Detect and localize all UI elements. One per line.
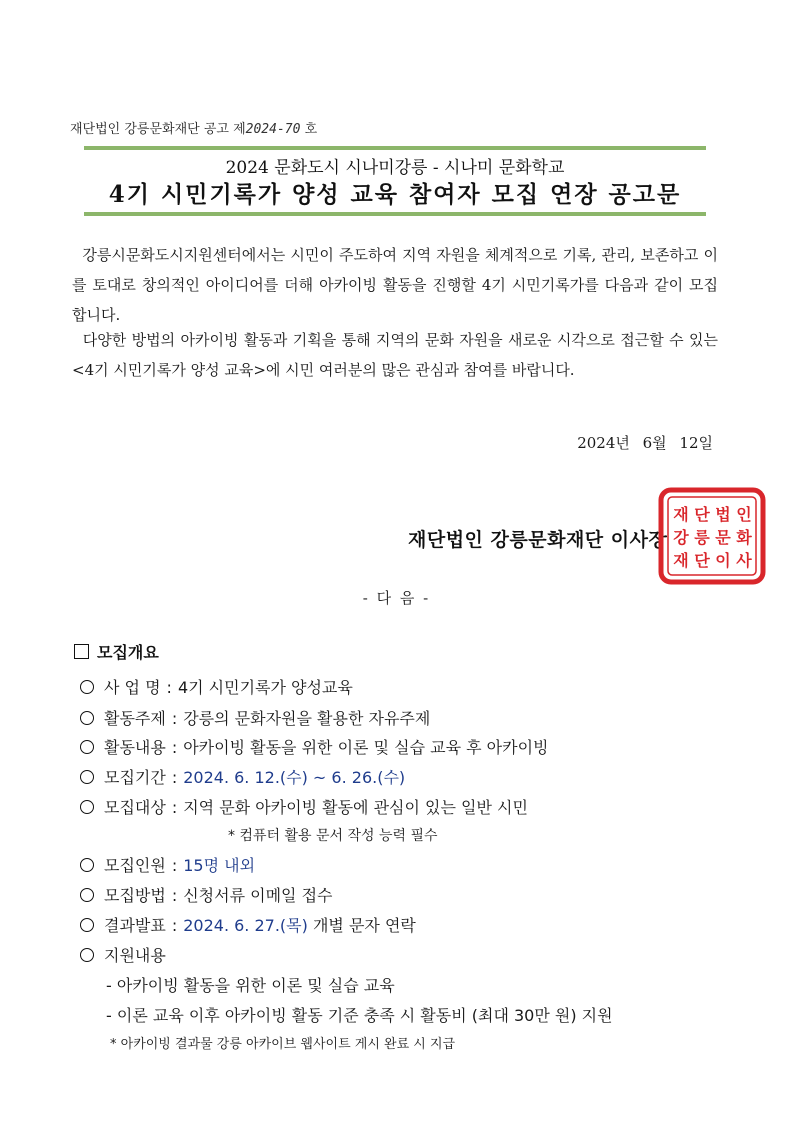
section-title: 모집개요 bbox=[97, 643, 159, 662]
item-value: 신청서류 이메일 접수 bbox=[183, 886, 333, 905]
item-label: 활동주제 bbox=[104, 709, 166, 728]
item-label: 모집대상 bbox=[104, 798, 166, 817]
item-label: 결과발표 bbox=[104, 916, 166, 935]
svg-text:법: 법 bbox=[715, 505, 731, 524]
list-item: 모집인원 : 15명 내외 bbox=[80, 853, 255, 876]
intro-paragraph-1-text: 강릉시문화도시지원센터에서는 시민이 주도하여 지역 자원을 체계적으로 기록, 관리, 보존하고 이를 토대로 창의적인 아이디어를 더해 아카이빙 활동을 진행할 4기 시민기록가를 다음과 같이 모집합니다. bbox=[72, 246, 718, 324]
intro-paragraph-1 bbox=[72, 240, 718, 330]
svg-text:재: 재 bbox=[673, 551, 689, 570]
intro-paragraph-2 bbox=[72, 325, 718, 385]
support-note: * 아카이빙 결과물 강릉 아카이브 웹사이트 게시 완료 시 지급 bbox=[110, 1037, 456, 1052]
svg-text:강: 강 bbox=[673, 528, 689, 547]
support-item: - 아카이빙 활동을 위한 이론 및 실습 교육 bbox=[106, 976, 395, 995]
item-value: 지역 문화 아카이빙 활동에 관심이 있는 일반 시민 bbox=[183, 798, 528, 817]
svg-text:단: 단 bbox=[694, 551, 710, 570]
checkbox-square-icon bbox=[74, 644, 89, 659]
item-value-highlight: 15명 내외 bbox=[183, 856, 256, 875]
item-label: 모집방법 bbox=[104, 886, 166, 905]
list-item: 모집대상 : 지역 문화 아카이빙 활동에 관심이 있는 일반 시민 bbox=[80, 795, 528, 818]
circle-bullet-icon bbox=[80, 680, 94, 694]
item-value: 아카이빙 활동을 위한 이론 및 실습 교육 후 아카이빙 bbox=[183, 738, 549, 757]
intro-paragraph-2-text: 다양한 방법의 아카이빙 활동과 기획을 통해 지역의 문화 자원을 새로운 시각으로 접근할 수 있는 <4기 시민기록가 양성 교육>에 시민 여러분의 많은 관심과 참여를 바랍니다. bbox=[72, 331, 718, 379]
item-value: 강릉의 문화자원을 활용한 자유주제 bbox=[183, 709, 431, 728]
circle-bullet-icon bbox=[80, 711, 94, 725]
official-seal bbox=[657, 486, 767, 586]
title-subtitle: 2024 문화도시 시나미강릉 - 시나미 문화학교 bbox=[225, 158, 565, 178]
circle-bullet-icon bbox=[80, 740, 94, 754]
notice-number bbox=[70, 118, 317, 137]
item-value: 4기 시민기록가 양성교육 bbox=[177, 678, 353, 697]
item-label: 사 업 명 bbox=[104, 678, 161, 697]
notice-number-handwritten: 2024-70 bbox=[245, 122, 301, 137]
list-item bbox=[80, 943, 166, 966]
title-top-rule bbox=[84, 146, 706, 150]
next-heading: - 다 음 - bbox=[362, 589, 431, 607]
item-value-rest: 개별 문자 연락 bbox=[307, 916, 416, 935]
item-label: 모집인원 bbox=[104, 856, 166, 875]
item-label: 활동내용 bbox=[104, 738, 166, 757]
item-label: 모집기간 bbox=[104, 768, 166, 787]
svg-text:화: 화 bbox=[736, 528, 752, 547]
circle-bullet-icon bbox=[80, 858, 94, 872]
item-label: 지원내용 bbox=[104, 946, 166, 965]
list-item: 모집기간 : 2024. 6. 12.(수) ~ 6. 26.(수) bbox=[80, 765, 405, 788]
list-item: 결과발표 : 2024. 6. 27.(목) 개별 문자 연락 bbox=[80, 913, 416, 936]
svg-text:재: 재 bbox=[673, 505, 689, 524]
support-item: - 이론 교육 이후 아카이빙 활동 기준 충족 시 활동비 (최대 30만 원) 지원 bbox=[106, 1006, 613, 1025]
page-title: 4기 시민기록가 양성 교육 참여자 모집 연장 공고문 bbox=[108, 181, 682, 208]
title-box bbox=[84, 146, 706, 216]
list-item: 모집방법 : 신청서류 이메일 접수 bbox=[80, 883, 333, 906]
circle-bullet-icon bbox=[80, 800, 94, 814]
svg-text:릉: 릉 bbox=[694, 528, 710, 547]
svg-text:문: 문 bbox=[715, 528, 731, 547]
svg-text:인: 인 bbox=[736, 505, 752, 524]
target-note: * 컴퓨터 활용 문서 작성 능력 필수 bbox=[228, 828, 438, 844]
item-value-highlight: 2024. 6. 27.(목) bbox=[183, 916, 308, 935]
issue-date: 2024년 6월 12일 bbox=[577, 434, 713, 452]
svg-text:단: 단 bbox=[694, 505, 710, 524]
svg-text:이: 이 bbox=[715, 551, 731, 570]
notice-number-suffix: 호 bbox=[304, 122, 318, 137]
circle-bullet-icon bbox=[80, 918, 94, 932]
list-item: 활동주제 : 강릉의 문화자원을 활용한 자유주제 bbox=[80, 706, 430, 729]
list-item: 사 업 명 : 4기 시민기록가 양성교육 bbox=[80, 675, 353, 698]
section-heading bbox=[74, 640, 159, 663]
circle-bullet-icon bbox=[80, 770, 94, 784]
svg-text:사: 사 bbox=[736, 551, 752, 570]
title-bottom-rule bbox=[84, 212, 706, 216]
issuer-name: 재단법인 강릉문화재단 이사장 bbox=[408, 529, 668, 551]
circle-bullet-icon bbox=[80, 948, 94, 962]
circle-bullet-icon bbox=[80, 888, 94, 902]
list-item: 활동내용 : 아카이빙 활동을 위한 이론 및 실습 교육 후 아카이빙 bbox=[80, 735, 548, 758]
notice-number-prefix: 재단법인 강릉문화재단 공고 제 bbox=[70, 122, 246, 137]
item-value-highlight: 2024. 6. 12.(수) ~ 6. 26.(수) bbox=[183, 768, 406, 787]
